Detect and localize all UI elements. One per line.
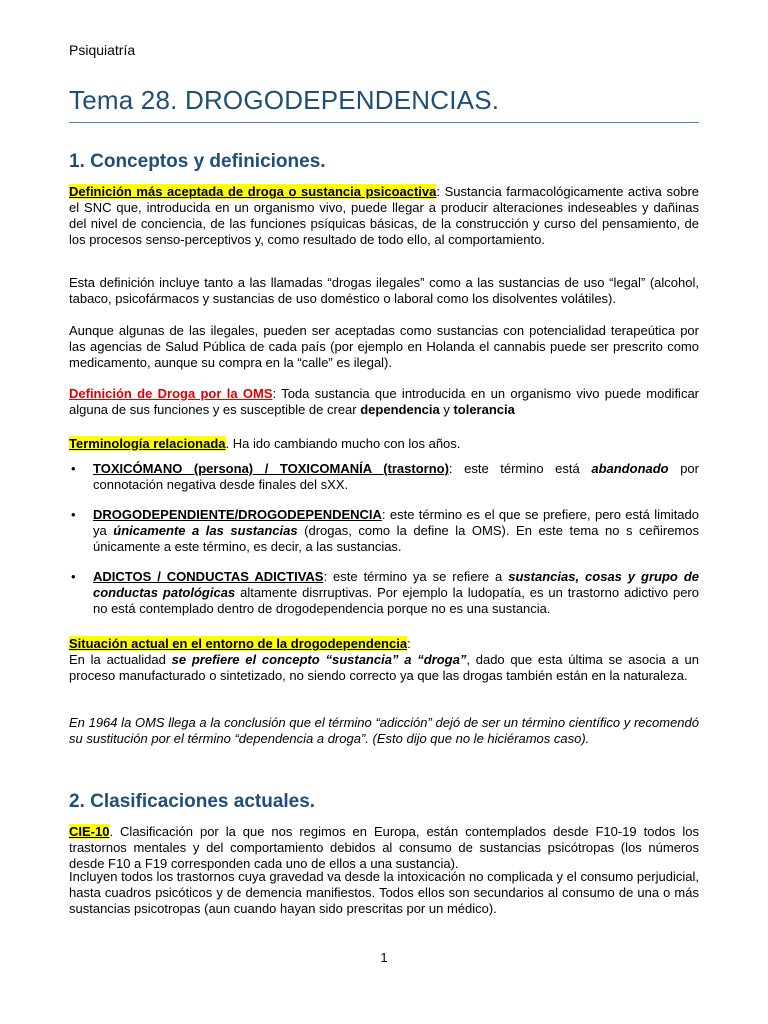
definition-label: Definición más aceptada de droga o sustancia psicoactiva [69, 184, 437, 199]
terminology-label: Terminología relacionada [69, 436, 226, 451]
current-situation-label: Situación actual en el entorno de la drogodependencia [69, 636, 408, 651]
current-situation-paragraph [69, 636, 699, 684]
term-text: : este término es el que se prefiere, pero está limitado ya [93, 507, 699, 538]
current-situation-emphasis: se prefiere el concepto “sustancia” a “droga” [171, 652, 467, 667]
current-situation-text: En la actualidad [69, 652, 172, 667]
oms-definition-text: : Toda sustancia que introducida en un organismo vivo puede modificar alguna de sus funciones y es susceptible de crear [69, 386, 699, 417]
oms-dependence: dependencia [360, 402, 440, 417]
cie10-text: . Clasificación por la que nos regimos en Europa, están contemplados desde F10-19 todos los trastornos mentales y del comportamiento debidos al consumo de sustancias psicótropas (los números desde F10 a F19 corresponden cada uno de ellos a una sustancia). [69, 824, 699, 871]
terminology-text: . Ha ido cambiando mucho con los años. [225, 436, 461, 451]
disorders-paragraph: Incluyen todos los trastornos cuya gravedad va desde la intoxicación no complicada y el consumo perjudicial, hasta cuadros psicóticos y de demencia manifiestos. Todos ellos son secundarios al consumo de una o más sustancias psicotropas (aun cuando hayan sido prescritas por un médico). [69, 869, 699, 916]
oms-1964-paragraph: En 1964 la OMS llega a la conclusión que el término “adicción” dejó de ser un término científico y recomendó su sustitución por el término “dependencia a droga”. (Esto dijo que no le hiciéramos caso). [69, 715, 699, 746]
bullet-icon: • [71, 507, 76, 522]
list-item [69, 507, 699, 555]
term-name: DROGODEPENDIENTE/DROGODEPENDENCIA [93, 507, 382, 522]
definition-paragraph [69, 184, 699, 248]
list-item [69, 461, 699, 493]
page-number: 1 [380, 950, 388, 965]
running-header: Psiquiatría [69, 42, 136, 58]
page-title: Tema 28. DROGODEPENDENCIAS. [69, 85, 699, 123]
cie10-paragraph [69, 824, 699, 872]
term-text: : este término ya se refiere a [323, 569, 509, 584]
oms-tolerance: tolerancia [453, 402, 515, 417]
oms-and: y [439, 402, 454, 417]
scope-paragraph: Esta definición incluye tanto a las llamadas “drogas ilegales” como a las sustancias de uso “legal” (alcohol, tabaco, psicofármacos y sustancias de uso doméstico o laboral como los disolventes volátiles). [69, 275, 699, 306]
section-1-heading: 1. Conceptos y definiciones. [69, 151, 326, 172]
term-name: TOXICÓMANO (persona) / TOXICOMANÍA (trastorno) [93, 461, 449, 476]
cie10-label: CIE-10 [69, 824, 110, 839]
current-situation-text: , dado que esta última se asocia a un proceso manufacturado o sintetizado, no siendo correcto ya que las drogas también están en la naturaleza. [69, 652, 699, 683]
terminology-paragraph [69, 436, 699, 452]
term-text: : este término está [448, 461, 592, 476]
list-item [69, 569, 699, 617]
bullet-icon: • [71, 461, 76, 476]
oms-definition-label: Definición de Droga por la OMS [69, 386, 273, 401]
term-text: por connotación negativa desde finales del sXX. [93, 461, 699, 492]
therapeutic-paragraph: Aunque algunas de las ilegales, pueden ser aceptadas como sustancias con potencialidad terapeútica por las agencias de Salud Pública de cada país (por ejemplo en Holanda el cannabis puede ser prescrito como medicamento, aunque su compra en la “calle” es ilegal). [69, 323, 699, 370]
section-2-heading: 2. Clasificaciones actuales. [69, 791, 316, 812]
term-name: ADICTOS / CONDUCTAS ADICTIVAS [93, 569, 324, 584]
oms-definition-paragraph [69, 386, 699, 418]
bullet-icon: • [71, 569, 76, 584]
definition-text: : Sustancia farmacológicamente activa sobre el SNC que, introducida en un organismo vivo, puede llegar a producir alteraciones indeseables y dañinas del nivel de conciencia, de las funciones psíquicas básicas, de la construcción y curso del pensamiento, de los procesos senso-perceptivos y, como resultado de todo ello, al comportamiento. [69, 184, 700, 247]
term-text: altamente disrruptivas. Por ejemplo la ludopatía, es un trastorno adictivo pero no está contemplado dentro de drogodependencia porque no es una sustancia. [93, 585, 699, 616]
current-situation-colon: : [407, 636, 411, 651]
term-emphasis: sustancias, cosas y grupo de conductas patológicas [93, 569, 700, 600]
terminology-list [69, 461, 699, 617]
term-emphasis: abandonado [591, 461, 669, 476]
term-text: (drogas, como la define la OMS). En este tema no s ceñiremos únicamente a este término, es decir, a las sustancias. [93, 523, 699, 554]
term-emphasis: únicamente a las sustancias [113, 523, 298, 538]
